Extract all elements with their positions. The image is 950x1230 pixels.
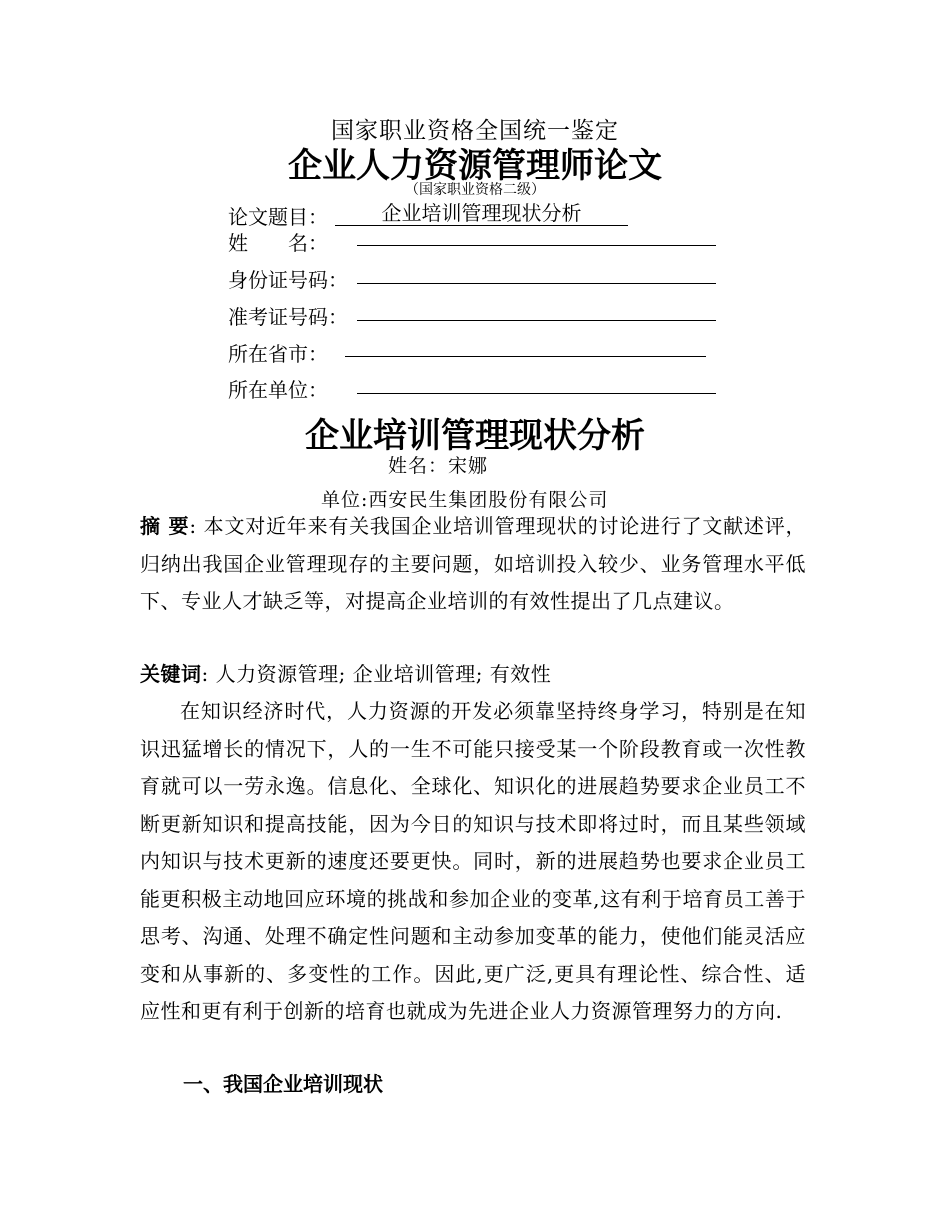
cover-subtitle: 国家职业资格全国统一鉴定 — [331, 118, 619, 144]
topic-label: 论文题目： — [228, 205, 328, 229]
id-label: 身份证号码： — [228, 268, 348, 292]
unit-line — [357, 393, 716, 394]
unit-line-text: 单位:西安民生集团股份有限公司 — [321, 489, 609, 511]
name-label: 姓 名： — [228, 231, 328, 255]
unit-label: 所在单位： — [228, 378, 328, 402]
id-line — [357, 283, 716, 284]
name-line — [357, 245, 716, 246]
paper-title: 企业培训管理现状分析 — [305, 416, 645, 456]
keywords-label: 关键词 — [140, 662, 202, 686]
province-label: 所在省市： — [228, 342, 328, 366]
section-heading: 一、我国企业培训现状 — [183, 1072, 383, 1096]
body-paragraph: 在知识经济时代，人力资源的开发必须靠坚持终身学习，特别是在知识迅猛增长的情况下，人的一生不可能只接受某一个阶段教育或一次性教育就可以一劳永逸。信息化、全球化、知识化的进展趋势要求企业员工不断更新知识和提高技能，因为今日的知识与技术即将过时，而且某些领域内知识与技术更新的速度还要更快。同时，新的进展趋势也要求企业员工能更积极主动地回应环境的挑战和参加企业的变革,这有利于培育员工善于思考、沟通、处理不确定性问题和主动参加变革的能力，使他们能灵活应变和从事新的、多变性的工作。因此,更广泛,更具有理论性、综合性、适应性和更有利于创新的培育也就成为先进企业人力资源管理努力的方向. — [140, 699, 806, 1023]
keywords-text: : 人力资源管理; 企业培训管理; 有效性 — [201, 662, 552, 686]
cover-level: （国家职业资格二级） — [405, 182, 545, 198]
exam-line — [357, 320, 716, 321]
exam-label: 准考证号码： — [228, 305, 348, 329]
cover-title: 企业人力资源管理师论文 — [288, 146, 662, 186]
author-line: 姓名：宋娜 — [388, 455, 489, 477]
keywords — [140, 656, 806, 694]
topic-value: 企业培训管理现状分析 — [335, 201, 628, 226]
province-line — [345, 356, 706, 357]
abstract-label: 摘 要 — [140, 514, 190, 538]
abstract — [140, 508, 806, 621]
abstract-text: : 本文对近年来有关我国企业培训管理现状的讨论进行了文献述评，归纳出我国企业管理现存的主要问题，如培训投入较少、业务管理水平低下、专业人才缺乏等，对提高企业培训的有效性提出了几点建议。 — [140, 514, 806, 613]
